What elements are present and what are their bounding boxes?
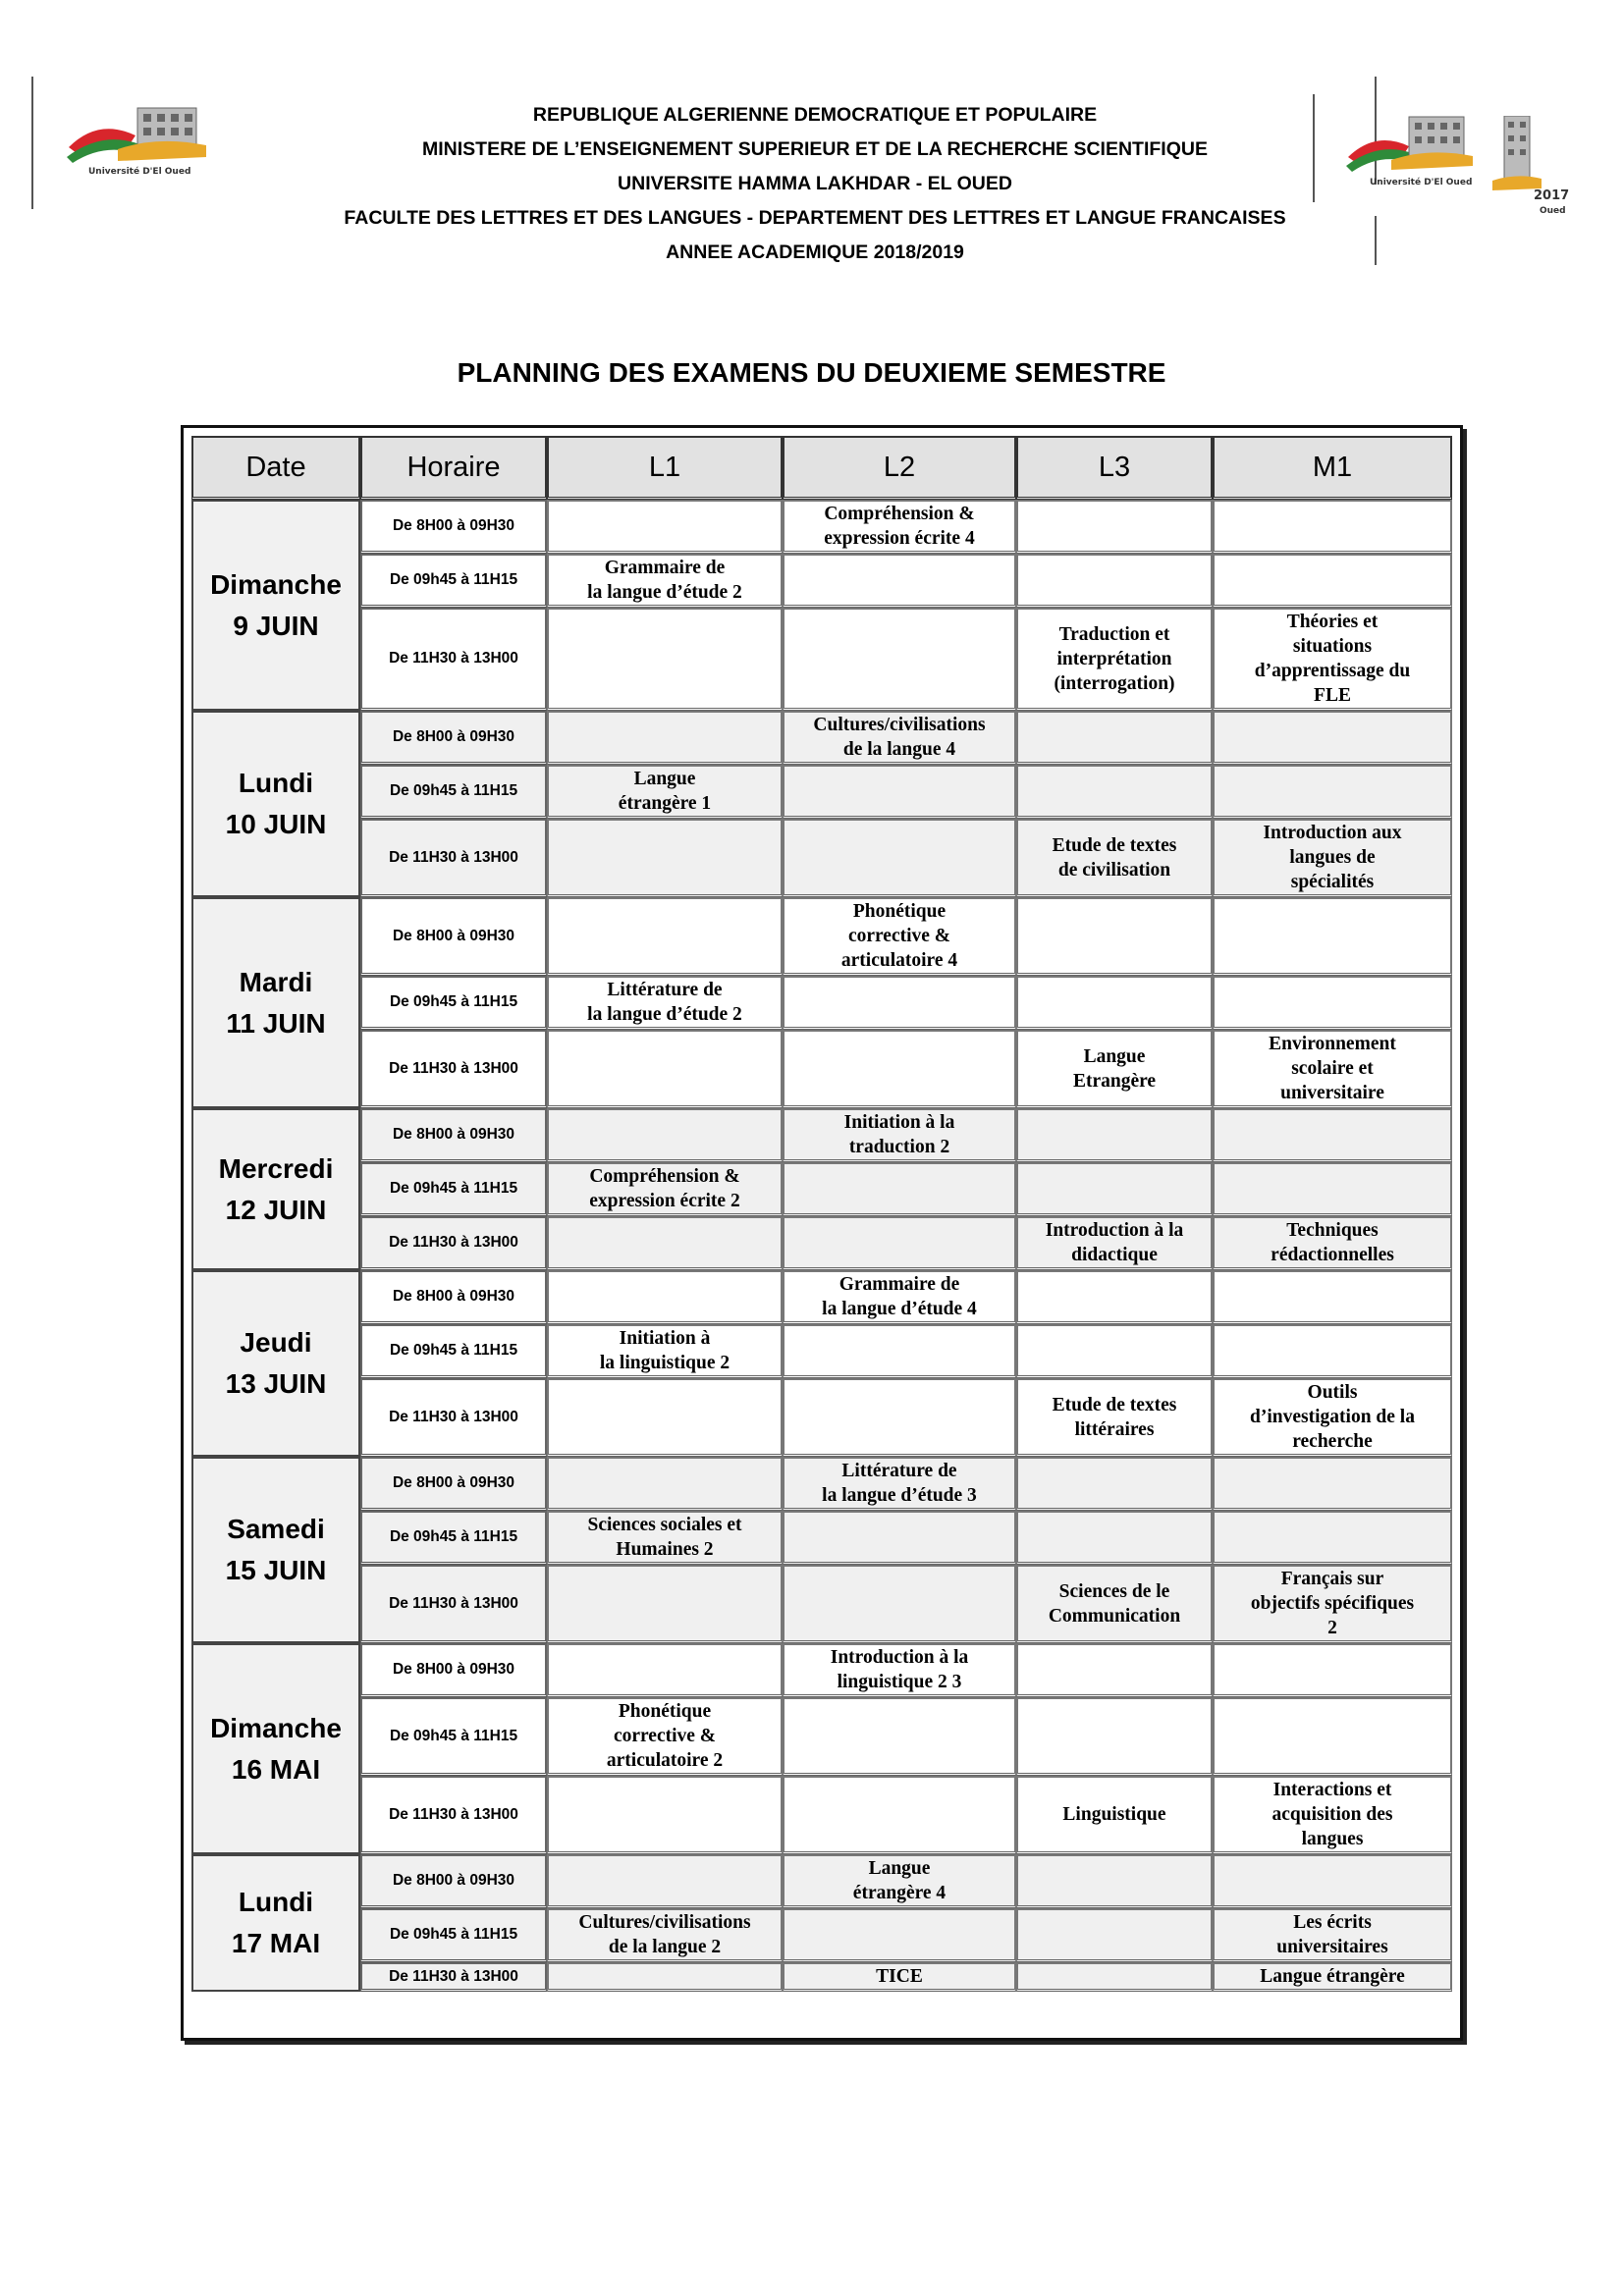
exam-cell-l2: Cultures/civilisations de la langue 4 [783, 711, 1016, 765]
exam-cell-l2: Initiation à la traduction 2 [783, 1108, 1016, 1162]
exam-cell-l3: Traduction et interprétation (interrogation) [1016, 608, 1213, 711]
exam-cell-m1 [1213, 1643, 1452, 1697]
column-header: L2 [783, 436, 1016, 500]
table-row [191, 608, 1452, 711]
exam-cell-m1 [1213, 976, 1452, 1030]
time-slot-cell: De 09h45 à 11H15 [360, 554, 547, 608]
exam-cell-l2 [783, 976, 1016, 1030]
exam-cell-l3 [1016, 1457, 1213, 1511]
time-slot-cell: De 11H30 à 13H00 [360, 608, 547, 711]
exam-cell-l3 [1016, 1908, 1213, 1962]
time-slot-cell: De 09h45 à 11H15 [360, 1697, 547, 1776]
time-slot-cell: De 11H30 à 13H00 [360, 1378, 547, 1457]
exam-cell-l1 [547, 1216, 783, 1270]
exam-cell-l1: Cultures/civilisations de la langue 2 [547, 1908, 783, 1962]
exam-cell-l3 [1016, 1270, 1213, 1324]
table-row [191, 1108, 1452, 1162]
exam-cell-l1 [547, 1270, 783, 1324]
exam-cell-l3 [1016, 1962, 1213, 1992]
time-slot-cell: De 09h45 à 11H15 [360, 1908, 547, 1962]
column-header: L1 [547, 436, 783, 500]
table-row [191, 1565, 1452, 1643]
table-row [191, 819, 1452, 897]
exam-cell-l2 [783, 1565, 1016, 1643]
exam-cell-m1: Outils d’investigation de la recherche [1213, 1378, 1452, 1457]
exam-cell-l2 [783, 1511, 1016, 1565]
exam-cell-l3 [1016, 1697, 1213, 1776]
institution-header [295, 98, 1335, 270]
time-slot-cell: De 09h45 à 11H15 [360, 1162, 547, 1216]
header-line: MINISTERE DE L’ENSEIGNEMENT SUPERIEUR ET DE LA RECHERCHE SCIENTIFIQUE [422, 138, 1208, 160]
exam-cell-l2: Phonétique corrective & articulatoire 4 [783, 897, 1016, 976]
university-logo-left [59, 88, 226, 182]
exam-cell-l3 [1016, 765, 1213, 819]
exam-cell-l1: Initiation à la linguistique 2 [547, 1324, 783, 1378]
table-row [191, 1162, 1452, 1216]
table-row [191, 976, 1452, 1030]
exam-cell-l3 [1016, 1324, 1213, 1378]
table-row [191, 1030, 1452, 1108]
exam-cell-l2: Introduction à la linguistique 2 3 [783, 1643, 1016, 1697]
exam-cell-m1 [1213, 500, 1452, 554]
header-line: UNIVERSITE HAMMA LAKHDAR - EL OUED [618, 173, 1012, 194]
university-logo-partial [1492, 116, 1591, 224]
exam-cell-l2 [783, 1378, 1016, 1457]
table-row [191, 1216, 1452, 1270]
exam-cell-l1: Langue étrangère 1 [547, 765, 783, 819]
exam-cell-l1 [547, 1854, 783, 1908]
time-slot-cell: De 8H00 à 09H30 [360, 1854, 547, 1908]
exam-cell-l2: Compréhension & expression écrite 4 [783, 500, 1016, 554]
exam-cell-l1 [547, 500, 783, 554]
time-slot-cell: De 11H30 à 13H00 [360, 1776, 547, 1854]
table-row [191, 765, 1452, 819]
exam-cell-l1 [547, 819, 783, 897]
table-row [191, 1270, 1452, 1324]
table-body [191, 500, 1452, 1992]
exam-cell-l3: Langue Etrangère [1016, 1030, 1213, 1108]
exam-cell-m1: Les écrits universitaires [1213, 1908, 1452, 1962]
header-line: REPUBLIQUE ALGERIENNE DEMOCRATIQUE ET POPULAIRE [532, 104, 1098, 126]
table-row [191, 1643, 1452, 1697]
exam-cell-m1 [1213, 1162, 1452, 1216]
exam-cell-m1: Français sur objectifs spécifiques 2 [1213, 1565, 1452, 1643]
time-slot-cell: De 11H30 à 13H00 [360, 1030, 547, 1108]
exam-cell-l1 [547, 1378, 783, 1457]
exam-cell-l2 [783, 1324, 1016, 1378]
table-row [191, 1457, 1452, 1511]
exam-cell-l3 [1016, 976, 1213, 1030]
exam-cell-l2 [783, 819, 1016, 897]
time-slot-cell: De 8H00 à 09H30 [360, 1457, 547, 1511]
right-rule-bottom [1375, 216, 1377, 265]
exam-cell-m1: Interactions et acquisition des langues [1213, 1776, 1452, 1854]
exam-cell-l3 [1016, 1854, 1213, 1908]
exam-planning-table [191, 436, 1452, 1992]
table-row [191, 1378, 1452, 1457]
exam-cell-l2 [783, 1908, 1016, 1962]
exam-cell-l1: Grammaire de la langue d’étude 2 [547, 554, 783, 608]
header-line: FACULTE DES LETTRES ET DES LANGUES - DEPARTEMENT DES LETTRES ET LANGUE FRANCAISES [344, 207, 1286, 229]
exam-cell-l2 [783, 1162, 1016, 1216]
exam-cell-m1 [1213, 711, 1452, 765]
exam-cell-l3: Etude de textes littéraires [1016, 1378, 1213, 1457]
time-slot-cell: De 11H30 à 13H00 [360, 1216, 547, 1270]
logo-caption: Université D'El Oued [1370, 178, 1473, 187]
table-row [191, 711, 1452, 765]
table-row [191, 554, 1452, 608]
exam-cell-l2 [783, 1776, 1016, 1854]
exam-cell-m1: Environnement scolaire et universitaire [1213, 1030, 1452, 1108]
table-row [191, 897, 1452, 976]
table-header-row [191, 436, 1452, 500]
exam-cell-l1: Phonétique corrective & articulatoire 2 [547, 1697, 783, 1776]
time-slot-cell: De 8H00 à 09H30 [360, 500, 547, 554]
exam-cell-l3 [1016, 500, 1213, 554]
exam-cell-l1 [547, 608, 783, 711]
table-row [191, 500, 1452, 554]
university-logo-right [1340, 103, 1488, 191]
time-slot-cell: De 11H30 à 13H00 [360, 1565, 547, 1643]
table-row [191, 1854, 1452, 1908]
time-slot-cell: De 09h45 à 11H15 [360, 1324, 547, 1378]
exam-cell-l1: Compréhension & expression écrite 2 [547, 1162, 783, 1216]
table-row [191, 1962, 1452, 1992]
table-row [191, 1324, 1452, 1378]
exam-cell-m1: Introduction aux langues de spécialités [1213, 819, 1452, 897]
date-cell: Mardi 11 JUIN [191, 897, 360, 1108]
exam-cell-l3: Introduction à la didactique [1016, 1216, 1213, 1270]
exam-cell-l2 [783, 1030, 1016, 1108]
exam-cell-l2: Langue étrangère 4 [783, 1854, 1016, 1908]
date-cell: Lundi 17 MAI [191, 1854, 360, 1992]
exam-cell-m1 [1213, 1324, 1452, 1378]
exam-cell-l3 [1016, 1162, 1213, 1216]
exam-cell-m1 [1213, 1108, 1452, 1162]
column-header: L3 [1016, 436, 1213, 500]
exam-cell-m1 [1213, 1457, 1452, 1511]
exam-cell-l3 [1016, 1108, 1213, 1162]
date-cell: Dimanche 16 MAI [191, 1643, 360, 1854]
exam-cell-m1 [1213, 1270, 1452, 1324]
exam-cell-l1 [547, 1108, 783, 1162]
column-header: Date [191, 436, 360, 500]
exam-cell-l1 [547, 1776, 783, 1854]
time-slot-cell: De 8H00 à 09H30 [360, 711, 547, 765]
time-slot-cell: De 8H00 à 09H30 [360, 1108, 547, 1162]
header-line: ANNEE ACADEMIQUE 2018/2019 [666, 241, 964, 263]
exam-cell-l3 [1016, 897, 1213, 976]
exam-cell-l2 [783, 1697, 1016, 1776]
exam-cell-l1 [547, 1643, 783, 1697]
time-slot-cell: De 09h45 à 11H15 [360, 976, 547, 1030]
exam-cell-l1 [547, 1962, 783, 1992]
date-cell: Dimanche 9 JUIN [191, 500, 360, 711]
exam-cell-m1 [1213, 1511, 1452, 1565]
exam-cell-l3 [1016, 1511, 1213, 1565]
time-slot-cell: De 11H30 à 13H00 [360, 819, 547, 897]
table-row [191, 1776, 1452, 1854]
table-row [191, 1511, 1452, 1565]
exam-cell-l3 [1016, 1643, 1213, 1697]
exam-cell-m1 [1213, 1697, 1452, 1776]
logo-caption: Université D'El Oued [88, 167, 191, 177]
exam-cell-m1: Théories et situations d’apprentissage du FLE [1213, 608, 1452, 711]
time-slot-cell: De 8H00 à 09H30 [360, 897, 547, 976]
date-cell: Lundi 10 JUIN [191, 711, 360, 897]
exam-cell-l1 [547, 711, 783, 765]
exam-cell-l2 [783, 554, 1016, 608]
exam-cell-l3: Sciences de le Communication [1016, 1565, 1213, 1643]
logo-year: 2017 [1534, 188, 1570, 203]
exam-cell-l3 [1016, 554, 1213, 608]
exam-cell-m1: Langue étrangère [1213, 1962, 1452, 1992]
exam-cell-l1 [547, 1565, 783, 1643]
exam-cell-l2: TICE [783, 1962, 1016, 1992]
time-slot-cell: De 8H00 à 09H30 [360, 1643, 547, 1697]
left-rule [31, 77, 33, 209]
exam-cell-l1 [547, 1457, 783, 1511]
exam-cell-l1: Littérature de la langue d’étude 2 [547, 976, 783, 1030]
column-header: M1 [1213, 436, 1452, 500]
exam-cell-m1 [1213, 554, 1452, 608]
time-slot-cell: De 8H00 à 09H30 [360, 1270, 547, 1324]
exam-cell-l3 [1016, 711, 1213, 765]
exam-cell-l2 [783, 1216, 1016, 1270]
table-row [191, 1697, 1452, 1776]
exam-cell-l1: Sciences sociales et Humaines 2 [547, 1511, 783, 1565]
exam-cell-l1 [547, 897, 783, 976]
exam-cell-l1 [547, 1030, 783, 1108]
table-row [191, 1908, 1452, 1962]
exam-cell-m1 [1213, 897, 1452, 976]
time-slot-cell: De 11H30 à 13H00 [360, 1962, 547, 1992]
exam-cell-m1 [1213, 765, 1452, 819]
exam-cell-l2: Grammaire de la langue d’étude 4 [783, 1270, 1016, 1324]
date-cell: Jeudi 13 JUIN [191, 1270, 360, 1457]
exam-cell-l3: Linguistique [1016, 1776, 1213, 1854]
time-slot-cell: De 09h45 à 11H15 [360, 765, 547, 819]
exam-cell-m1: Techniques rédactionnelles [1213, 1216, 1452, 1270]
page-title: PLANNING DES EXAMENS DU DEUXIEME SEMESTRE [457, 357, 1166, 388]
exam-cell-l2 [783, 608, 1016, 711]
date-cell: Samedi 15 JUIN [191, 1457, 360, 1643]
exam-cell-l2: Littérature de la langue d’étude 3 [783, 1457, 1016, 1511]
exam-cell-l2 [783, 765, 1016, 819]
time-slot-cell: De 09h45 à 11H15 [360, 1511, 547, 1565]
exam-cell-l3: Etude de textes de civilisation [1016, 819, 1213, 897]
exam-planning-frame [181, 425, 1463, 2041]
exam-cell-m1 [1213, 1854, 1452, 1908]
date-cell: Mercredi 12 JUIN [191, 1108, 360, 1270]
logo-caption-short: Oued [1540, 206, 1566, 216]
column-header: Horaire [360, 436, 547, 500]
